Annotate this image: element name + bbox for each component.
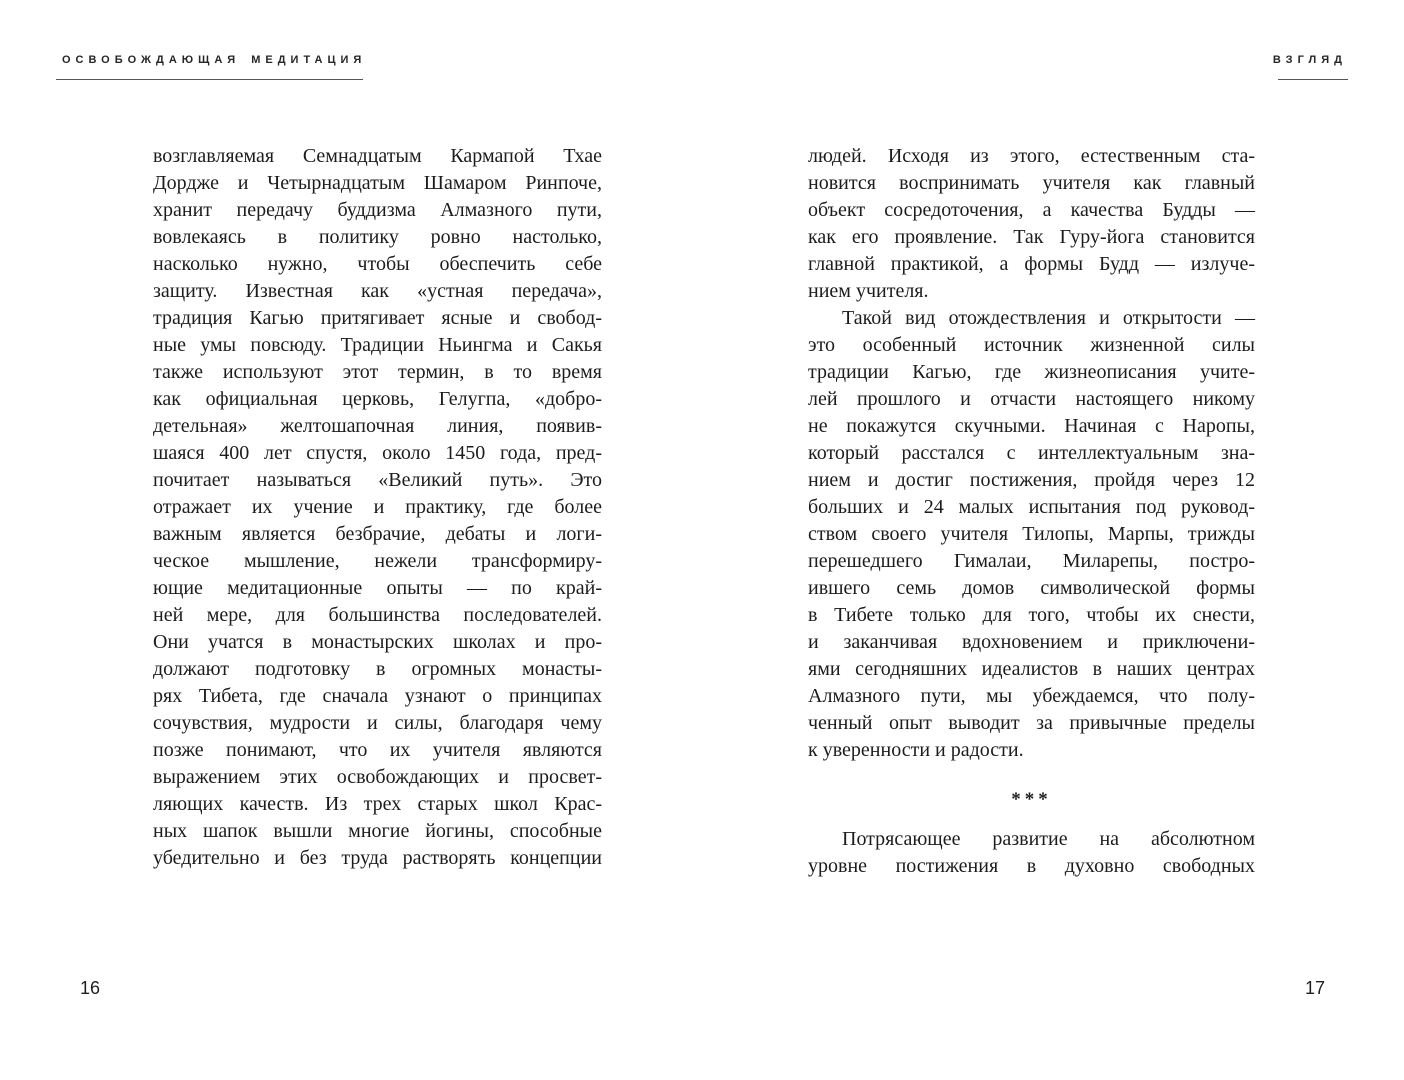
text-line: уровне постижения в духовно свободных	[808, 855, 1255, 877]
running-head-right: ВЗГЛЯД	[1272, 54, 1347, 66]
text-line: лей прошлого и отчасти настоящего никому	[808, 388, 1255, 410]
text-line: защиту. Известная как «устная передача»,	[153, 280, 602, 302]
text-line: ные умы повсюду. Традиции Ньингма и Сакья	[153, 334, 602, 356]
text-line: ченный опыт выводит за привычные пределы	[808, 712, 1255, 734]
text-line: нием и достиг постижения, пройдя через 12	[808, 469, 1255, 491]
text-line: вовлекаясь в политику ровно настолько,	[153, 226, 602, 248]
text-line: Алмазного пути, мы убеждаемся, что полу-	[808, 685, 1255, 707]
left-page-text	[153, 143, 602, 872]
running-head-right-rule	[1278, 79, 1348, 80]
text-line: не покажутся скучными. Начиная с Наропы,	[808, 415, 1255, 437]
text-line: важным является безбрачие, дебаты и логи-	[153, 523, 602, 545]
left-page-number: 16	[80, 978, 101, 998]
text-line: традиция Кагью притягивает ясные и свобод-	[153, 307, 602, 329]
text-line: хранит передачу буддизма Алмазного пути,	[153, 199, 602, 221]
text-line: главной практикой, а формы Будд — излуче-	[808, 253, 1255, 275]
running-head-left: ОСВОБОЖДАЮЩАЯ МЕДИТАЦИЯ	[62, 54, 367, 66]
text-line: людей. Исходя из этого, естественным ста-	[808, 145, 1255, 167]
text-line: позже понимают, что их учителя являются	[153, 739, 602, 761]
text-line: Они учатся в монастырских школах и про-	[153, 631, 602, 653]
text-line: ями сегодняшних идеалистов в наших центрах	[808, 658, 1255, 680]
text-line: выражением этих освобождающих и просвет-	[153, 766, 602, 788]
text-line: больших и 24 малых испытания под руковод-	[808, 496, 1255, 518]
text-line: Потрясающее развитие на абсолютном	[842, 828, 1255, 850]
text-line: ляющих качеств. Из трех старых школ Крас-	[153, 793, 602, 815]
text-line: ющие медитационные опыты — по край-	[153, 577, 602, 599]
text-line: почитает называться «Великий путь». Это	[153, 469, 602, 491]
text-line: традиции Кагью, где жизнеописания учите-	[808, 361, 1255, 383]
text-line: возглавляемая Семнадцатым Кармапой Тхае	[153, 145, 602, 167]
text-line: как его проявление. Так Гуру-йога становится	[808, 226, 1255, 248]
text-line: Дордже и Четырнадцатым Шамаром Ринпоче,	[153, 172, 602, 194]
text-line: это особенный источник жизненной силы	[808, 334, 1255, 356]
text-line: также используют этот термин, в то время	[153, 361, 602, 383]
text-line: и заканчивая вдохновением и приключени-	[808, 631, 1255, 653]
text-line: ческое мышление, нежели трансформиру-	[153, 550, 602, 572]
text-line: как официальная церковь, Гелугпа, «добро-	[153, 388, 602, 410]
text-line: должают подготовку в огромных монасты-	[153, 658, 602, 680]
text-line: ных шапок вышли многие йогины, способные	[153, 820, 602, 842]
text-line: который расстался с интеллектуальным зна-	[808, 442, 1255, 464]
text-line: насколько нужно, чтобы обеспечить себе	[153, 253, 602, 275]
text-line: в Тибете только для того, чтобы их снести,	[808, 604, 1255, 626]
text-line: ством своего учителя Тилопы, Марпы, трижды	[808, 523, 1255, 545]
text-line: сочувствия, мудрости и силы, благодаря чему	[153, 712, 602, 734]
text-line: отражает их учение и практику, где более	[153, 496, 602, 518]
right-page-text	[808, 143, 1255, 880]
text-line: нием учителя.	[808, 280, 929, 302]
right-page-number: 17	[1305, 978, 1326, 998]
text-line: объект сосредоточения, а качества Будды —	[808, 199, 1255, 221]
text-line: перешедшего Гималаи, Миларепы, постро-	[808, 550, 1255, 572]
text-line: шаяся 400 лет спустя, около 1450 года, пред-	[153, 442, 602, 464]
text-line: Такой вид отождествления и открытости —	[842, 307, 1255, 329]
section-separator: ***	[1011, 789, 1052, 810]
text-line: ней мере, для большинства последователей.	[153, 604, 602, 626]
text-line: убедительно и без труда растворять концепции	[153, 847, 602, 869]
text-line: к уверенности и радости.	[808, 739, 1024, 761]
text-line: детельная» желтошапочная линия, появив-	[153, 415, 602, 437]
text-line: новится воспринимать учителя как главный	[808, 172, 1255, 194]
running-head-left-rule	[56, 79, 363, 80]
text-line: ившего семь домов символической формы	[808, 577, 1255, 599]
text-line: рях Тибета, где сначала узнают о принципах	[153, 685, 602, 707]
